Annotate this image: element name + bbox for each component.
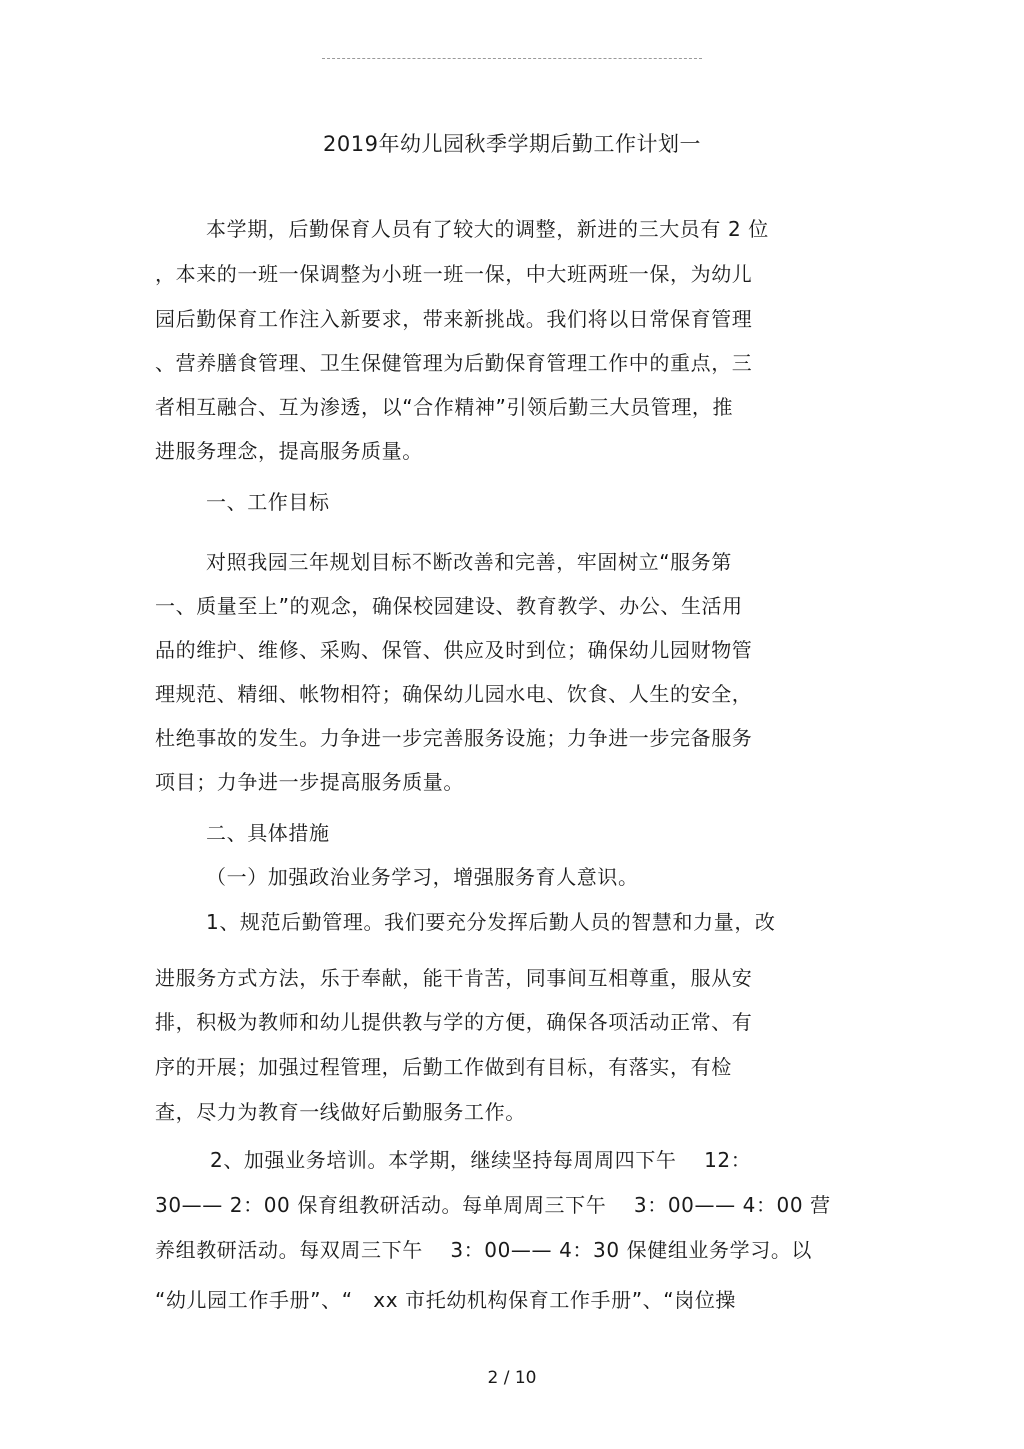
body-line: 进服务理念，提高服务质量。 [155, 439, 423, 463]
document-title: 2019年幼儿园秋季学期后勤工作计划一 [323, 132, 701, 156]
body-line: 30—— 2：00 保育组教研活动。每单周周三下午 3：00—— 4：00 营 [155, 1193, 831, 1217]
body-line: 杜绝事故的发生。力争进一步完善服务设施；力争进一步完备服务 [155, 726, 753, 750]
body-line: 、营养膳食管理、卫生保健管理为后勤保育管理工作中的重点，三 [155, 351, 753, 375]
section-heading: 二、具体措施 [206, 821, 330, 845]
header-dashed-rule [322, 58, 702, 59]
body-line: 本学期，后勤保育人员有了较大的调整，新进的三大员有 2 位 [206, 217, 769, 241]
body-line: 1、规范后勤管理。我们要充分发挥后勤人员的智慧和力量，改 [206, 910, 776, 934]
body-line: “幼儿园工作手册”、“ xx 市托幼机构保育工作手册”、“岗位操 [155, 1288, 737, 1312]
body-line: 养组教研活动。每双周三下午 3：00—— 4：30 保健组业务学习。以 [155, 1238, 813, 1262]
subsection-heading: （一）加强政治业务学习，增强服务育人意识。 [206, 865, 639, 889]
body-line: 园后勤保育工作注入新要求，带来新挑战。我们将以日常保育管理 [155, 307, 753, 331]
body-line: 项目；力争进一步提高服务质量。 [155, 770, 464, 794]
page-number: 2 / 10 [487, 1368, 537, 1388]
body-line: 进服务方式方法，乐于奉献，能干肯苦，同事间互相尊重，服从安 [155, 966, 753, 990]
body-line: ，本来的一班一保调整为小班一班一保，中大班两班一保，为幼儿 [155, 262, 753, 286]
body-line: 对照我园三年规划目标不断改善和完善，牢固树立“服务第 [206, 550, 732, 574]
body-line: 排，积极为教师和幼儿提供教与学的方便，确保各项活动正常、有 [155, 1010, 753, 1034]
body-line: 2、加强业务培训。本学期，继续坚持每周周四下午 12： [210, 1148, 752, 1172]
body-line: 者相互融合、互为渗透，以“合作精神”引领后勤三大员管理，推 [155, 395, 734, 419]
body-line: 理规范、精细、帐物相符；确保幼儿园水电、饮食、人生的安全， [155, 682, 753, 706]
body-line: 品的维护、维修、采购、保管、供应及时到位；确保幼儿园财物管 [155, 638, 753, 662]
body-line: 查，尽力为教育一线做好后勤服务工作。 [155, 1100, 526, 1124]
section-heading: 一、工作目标 [206, 490, 330, 514]
body-line: 序的开展；加强过程管理，后勤工作做到有目标，有落实，有检 [155, 1055, 732, 1079]
body-line: 一、质量至上”的观念，确保校园建设、教育教学、办公、生活用 [155, 594, 743, 618]
